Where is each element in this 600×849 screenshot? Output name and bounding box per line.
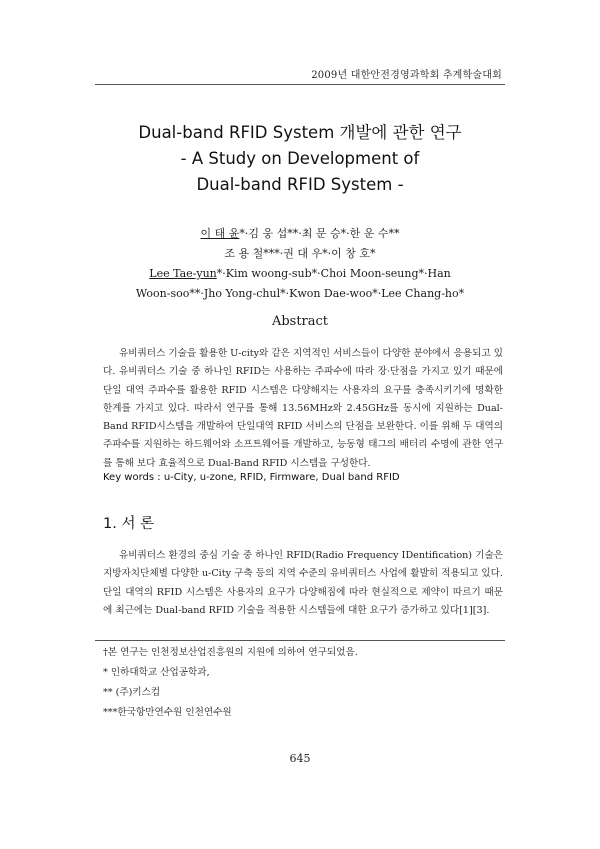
introduction-body [103,547,503,620]
title-line-3: Dual-band RFID System - [196,175,404,194]
page-number: 645 [289,752,311,765]
footnotes [103,643,503,723]
running-head: 2009년 대한안전경영과학회 추계학술대회 [311,70,502,81]
english-authors-rest: *·Kim woong-sub*·Choi Moon-seung*·Han [216,267,451,280]
footnote-affiliation-3: ***한국항만연수원 인천연수원 [103,707,232,718]
title-line-2: - A Study on Development of [180,149,420,168]
first-author-english: Lee Tae-yun [149,267,217,280]
english-authors-line-2: Woon-soo**·Jho Yong-chul*·Kwon Dae-woo*·Lee Chang-ho* [135,287,465,300]
abstract-heading: Abstract [271,314,329,329]
footnote-rule [95,640,505,641]
introduction-paragraph: 유비쿼터스 환경의 중심 기술 중 하나인 RFID(Radio Frequency IDentification) 기술은 지방자치단체별 다양한 u-City 구축 등의 지역 수준의 유비쿼터스 사업에 활발히 적용되고 있다. 단일 대역의 RFID 시스템은 사용자의 요구가 다양해짐에 따라 현실적으로 제약이 따르기 때문에 최근에는 Dual-band RFID 기술을 적용한 시스템들에 대한 요구가 증가하고 있다[1][3]. [103,550,503,616]
korean-authors-line-2: 조 용 철***·권 대 우*·이 창 호* [224,247,376,260]
footnote-funding: †본 연구는 인천정보산업진흥원의 지원에 의하여 연구되었음. [103,647,358,658]
footnote-affiliation-2: ** (주)키스컴 [103,687,161,698]
header-rule [95,84,505,85]
paper-title [95,120,505,198]
title-line-1: Dual-band RFID System 개발에 관한 연구 [138,123,462,142]
first-author-korean: 이 태 윤 [200,227,240,240]
footnote-affiliation-1: * 인하대학교 산업공학과, [103,667,210,678]
abstract-body [103,345,503,473]
abstract-paragraph: 유비쿼터스 기술을 활용한 U-city와 같은 지역적인 서비스들이 다양한 분야에서 응용되고 있다. 유비쿼터스 기술 중 하나인 RFID는 사용하는 주파수에 따라 장·단점을 가지고 있기 때문에 단일 대역 주파수를 활용한 RFID 시스템은 다양해지는 사용자의 요구를 충족시키기에 명확한 한계를 가지고 있다. 따라서 연구를 통해 13.56MHz와 2.45GHz를 동시에 지원하는 Dual-Band RFID시스템을 개발하여 단일대역 RFID 서비스의 단점을 보완한다. 이를 위해 두 대역의 주파수를 지원하는 하드웨어와 소프트웨어를 개발하고, 능동형 태그의 배터리 수명에 관한 연구를 통해 보다 효율적으로 Dual-Band RFID 시스템을 구성한다. [103,348,503,469]
korean-authors-rest: *·김 웅 섭**·최 문 승*·한 운 수** [239,227,400,240]
keywords: Key words : u-City, u-zone, RFID, Firmware, Dual band RFID [103,472,400,483]
section-heading-introduction: 1. 서 론 [103,516,155,532]
author-list [95,224,505,304]
korean-authors-line-1 [95,224,505,244]
english-authors-line-1 [95,264,505,284]
